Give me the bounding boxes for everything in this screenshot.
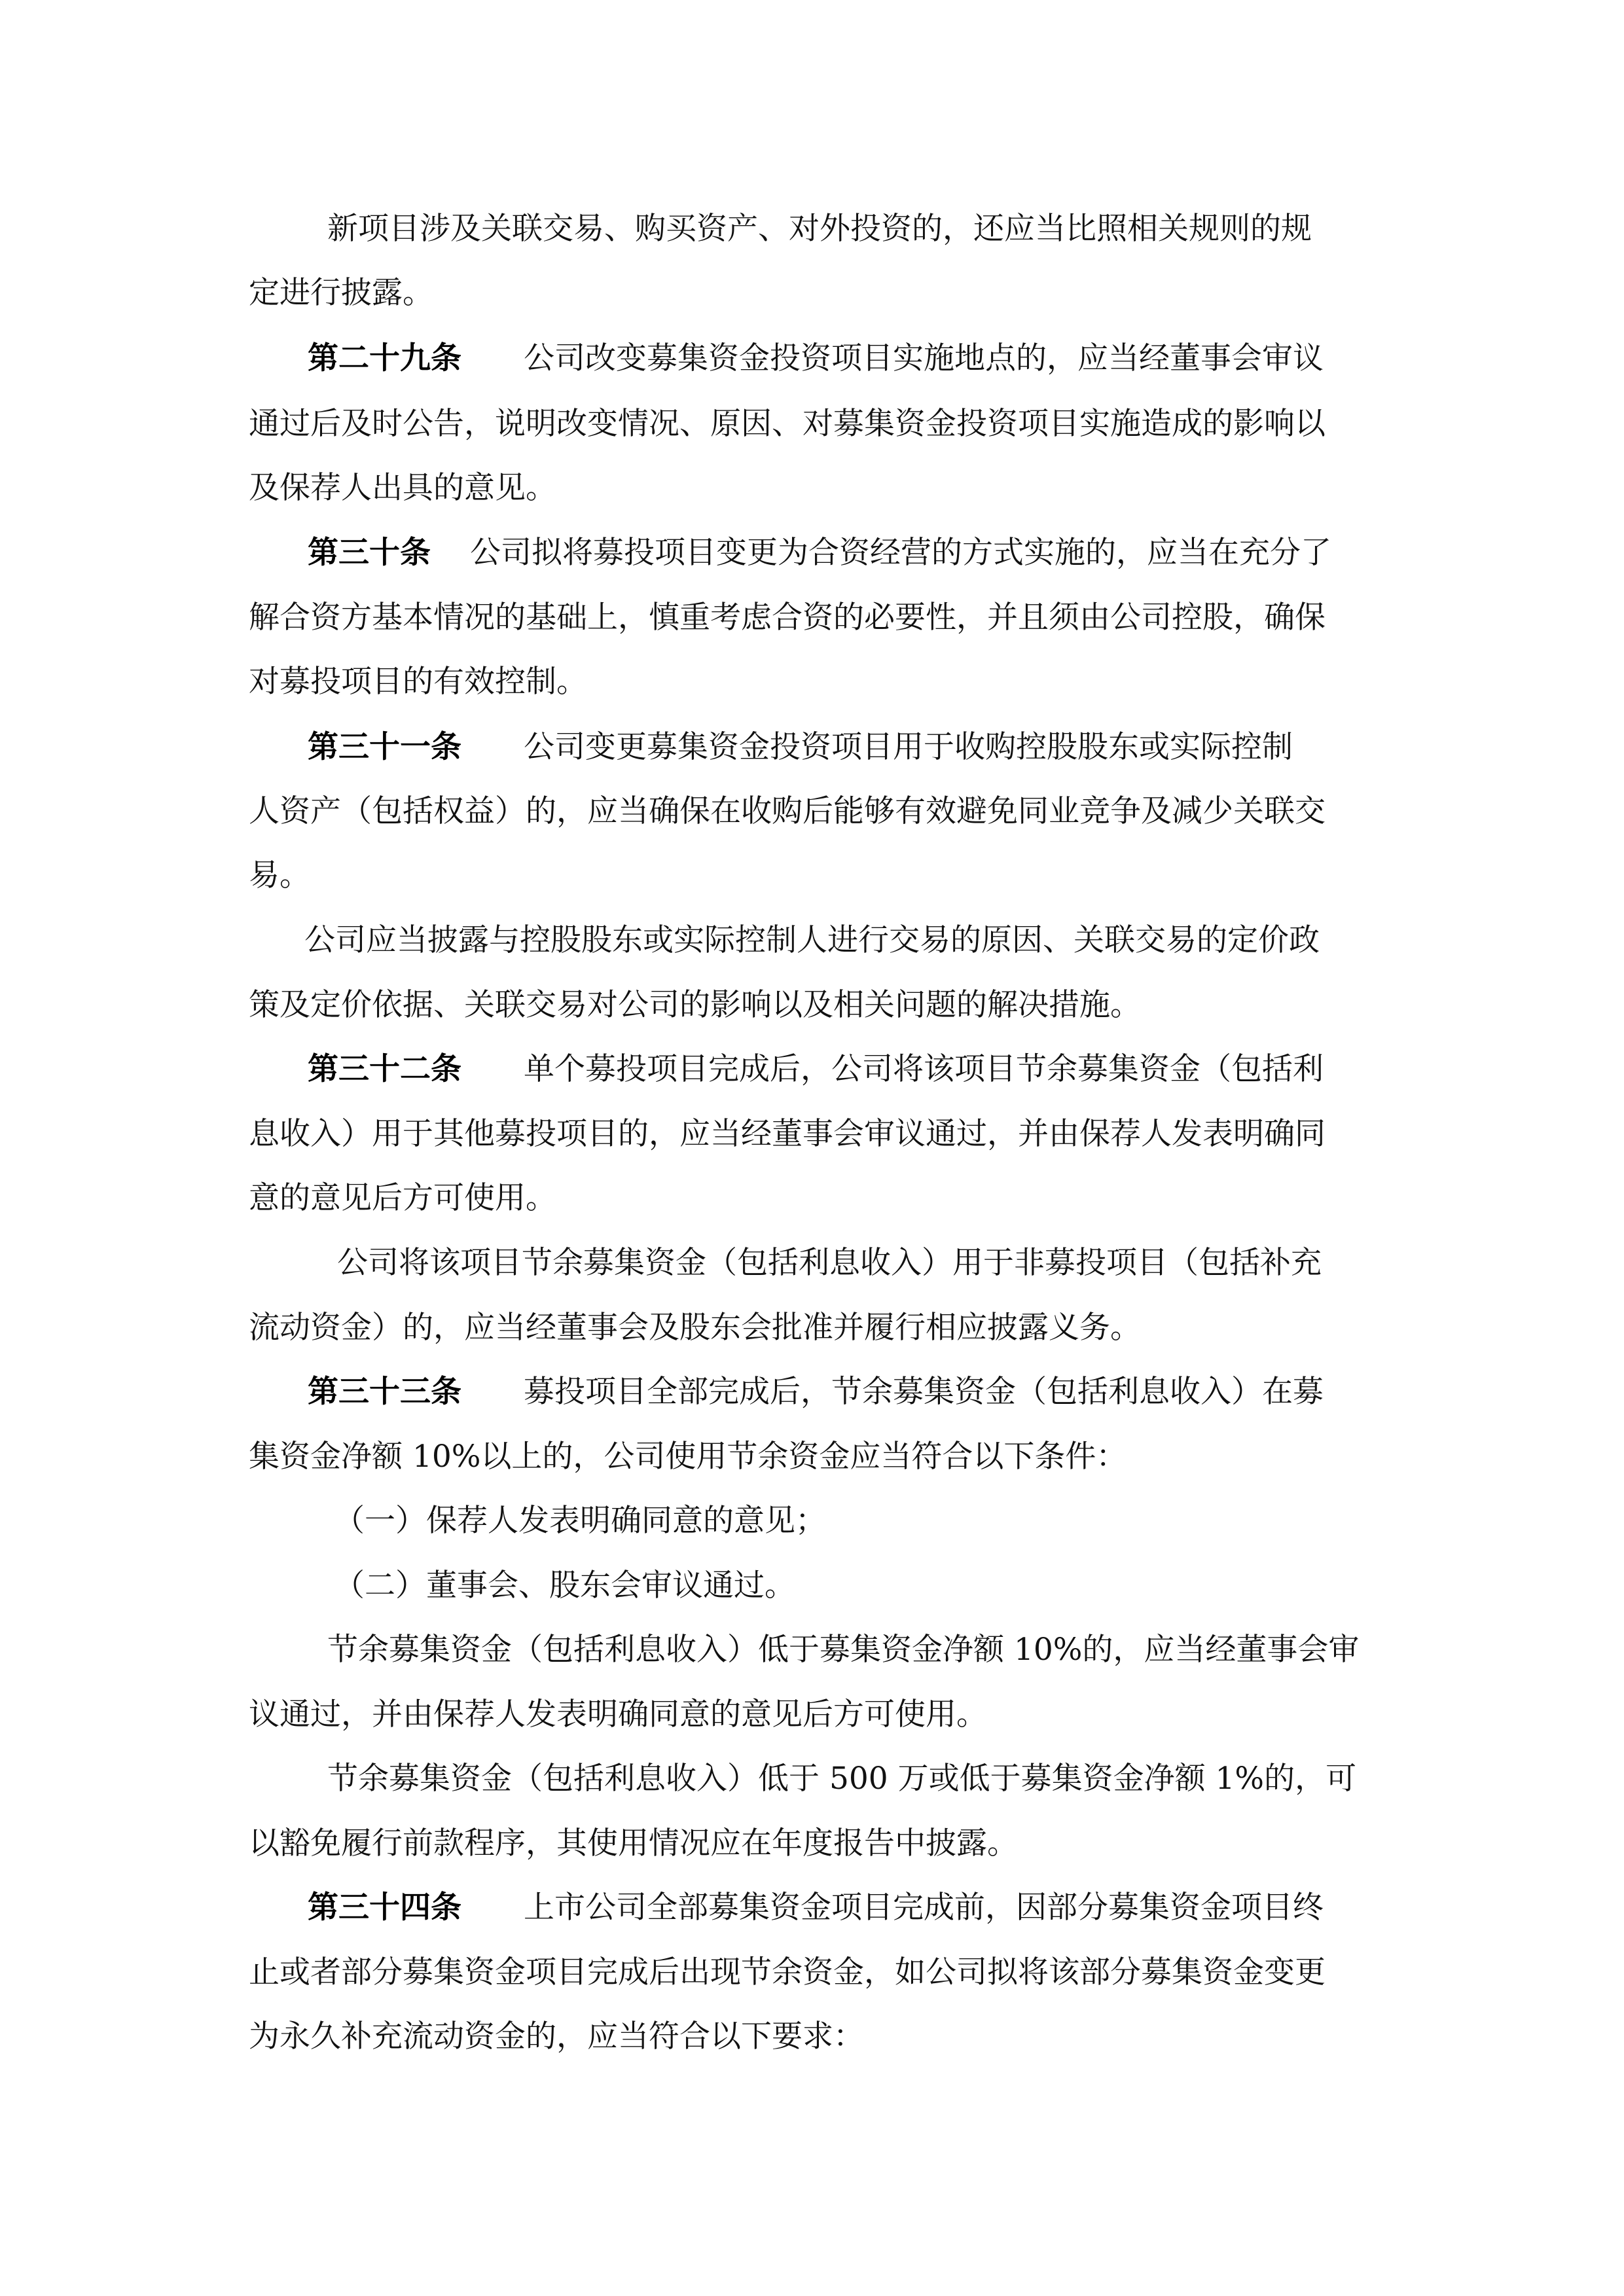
article-31-heading: 第三十一条 [308, 729, 461, 765]
paragraph-line: 易。 [249, 857, 310, 893]
paragraph-line: 公司将该项目节余募集资金（包括利息收入）用于非募投项目（包括补充 [337, 1245, 1322, 1281]
paragraph-line: 通过后及时公告，说明改变情况、原因、对募集资金投资项目实施造成的影响以 [249, 406, 1326, 442]
list-item: （一）保荐人发表明确同意的意见； [334, 1503, 826, 1539]
article-31-text: 公司变更募集资金投资项目用于收购控股股东或实际控制 [524, 729, 1293, 765]
article-32-text: 单个募投项目完成后，公司将该项目节余募集资金（包括利 [524, 1051, 1324, 1087]
paragraph-line: 集资金净额 10%以上的，公司使用节余资金应当符合以下条件： [249, 1439, 1127, 1475]
paragraph-line: 人资产（包括权益）的，应当确保在收购后能够有效避免同业竞争及减少关联交 [249, 793, 1326, 829]
article-29-heading: 第二十九条 [308, 340, 461, 376]
article-30-text: 公司拟将募投项目变更为合资经营的方式实施的，应当在充分了 [470, 535, 1331, 571]
paragraph-line: 公司应当披露与控股股东或实际控制人进行交易的原因、关联交易的定价政 [304, 922, 1320, 958]
paragraph-line: 对募投项目的有效控制。 [249, 664, 587, 700]
paragraph-line: 节余募集资金（包括利息收入）低于募集资金净额 10%的，应当经董事会审 [327, 1632, 1360, 1668]
article-33-text: 募投项目全部完成后，节余募集资金（包括利息收入）在募 [524, 1374, 1324, 1410]
article-33-line [308, 1372, 1324, 1412]
article-31-line [308, 728, 1293, 767]
paragraph-line: 策及定价依据、关联交易对公司的影响以及相关问题的解决措施。 [249, 987, 1141, 1023]
article-34-text: 上市公司全部募集资金项目完成前，因部分募集资金项目终 [524, 1890, 1324, 1926]
paragraph-line: 为永久补充流动资金的，应当符合以下要求： [249, 2018, 864, 2054]
article-32-heading: 第三十二条 [308, 1051, 461, 1087]
paragraph-line: 以豁免履行前款程序，其使用情况应在年度报告中披露。 [249, 1825, 1018, 1861]
paragraph-line: 止或者部分募集资金项目完成后出现节余资金，如公司拟将该部分募集资金变更 [249, 1954, 1326, 1990]
article-30-line [308, 533, 1331, 573]
article-33-heading: 第三十三条 [308, 1374, 461, 1410]
article-34-line [308, 1888, 1324, 1928]
article-34-heading: 第三十四条 [308, 1890, 461, 1926]
article-29-line [308, 339, 1324, 378]
article-30-heading: 第三十条 [308, 535, 431, 571]
list-item: （二）董事会、股东会审议通过。 [334, 1568, 795, 1604]
paragraph-line: 解合资方基本情况的基础上，慎重考虑合资的必要性，并且须由公司控股，确保 [249, 600, 1326, 636]
article-29-text: 公司改变募集资金投资项目实施地点的，应当经董事会审议 [524, 340, 1324, 376]
paragraph-line: 及保荐人出具的意见。 [249, 470, 556, 506]
paragraph-line: 息收入）用于其他募投项目的，应当经董事会审议通过，并由保荐人发表明确同 [249, 1116, 1326, 1152]
article-32-line [308, 1050, 1324, 1089]
paragraph-line: 意的意见后方可使用。 [249, 1180, 556, 1216]
paragraph-line: 流动资金）的，应当经董事会及股东会批准并履行相应披露义务。 [249, 1310, 1141, 1346]
paragraph-line: 定进行披露。 [249, 275, 433, 311]
paragraph-line: 新项目涉及关联交易、购买资产、对外投资的，还应当比照相关规则的规 [327, 211, 1312, 247]
paragraph-line: 节余募集资金（包括利息收入）低于 500 万或低于募集资金净额 1%的，可 [327, 1761, 1357, 1797]
paragraph-line: 议通过，并由保荐人发表明确同意的意见后方可使用。 [249, 1696, 987, 1732]
